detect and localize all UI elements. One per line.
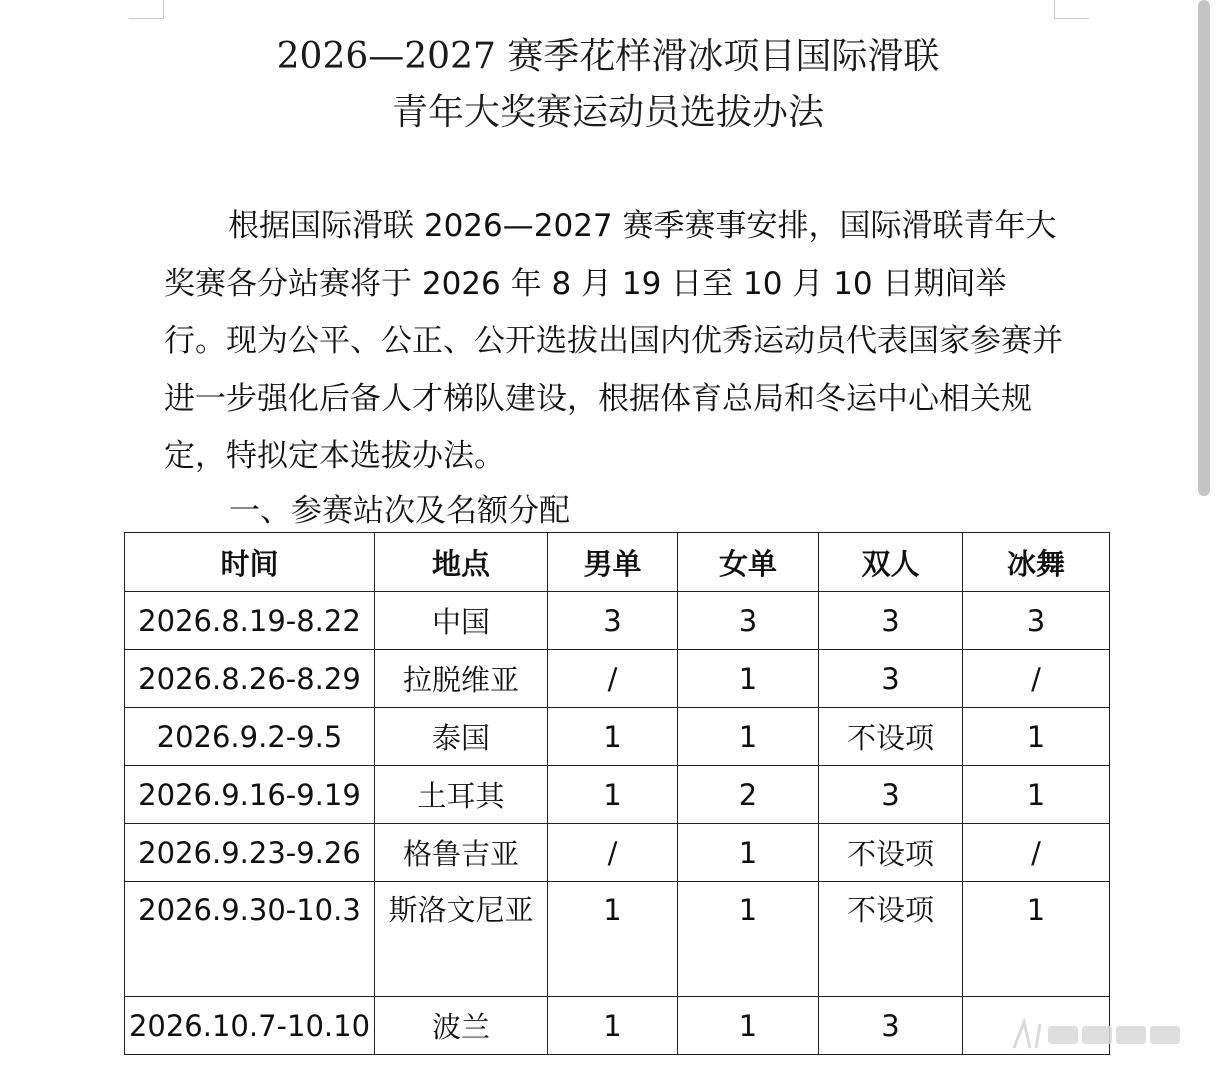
table-header-row	[125, 533, 1110, 592]
cell-location: 泰国	[375, 708, 548, 766]
cell-mens-singles: /	[548, 650, 678, 708]
table-row	[125, 997, 1110, 1055]
header-mens-singles: 男单	[548, 533, 678, 592]
table-row	[125, 882, 1110, 997]
cell-ladies-singles: 1	[678, 650, 819, 708]
cell-ice-dance: /	[963, 650, 1110, 708]
cell-location: 拉脱维亚	[375, 650, 548, 708]
cell-time: 2026.8.19-8.22	[125, 592, 375, 650]
cell-ice-dance: 1	[963, 766, 1110, 824]
watermark-logo	[1010, 1012, 1186, 1056]
cell-ice-dance: 1	[963, 882, 1110, 997]
header-location: 地点	[375, 533, 548, 592]
cell-time: 2026.9.2-9.5	[125, 708, 375, 766]
table-row	[125, 708, 1110, 766]
table-row	[125, 650, 1110, 708]
cell-mens-singles: 1	[548, 766, 678, 824]
cell-pairs: 不设项	[819, 708, 963, 766]
cell-mens-singles: 1	[548, 997, 678, 1055]
page-corner-marker-left	[129, 0, 164, 19]
cell-location: 中国	[375, 592, 548, 650]
cell-pairs: 不设项	[819, 824, 963, 882]
cell-mens-singles: /	[548, 824, 678, 882]
cell-time: 2026.9.16-9.19	[125, 766, 375, 824]
cell-mens-singles: 1	[548, 708, 678, 766]
cell-pairs: 3	[819, 997, 963, 1055]
table-row	[125, 766, 1110, 824]
cell-ice-dance: 1	[963, 708, 1110, 766]
schedule-table	[124, 532, 1110, 1055]
cell-time: 2026.9.23-9.26	[125, 824, 375, 882]
page-corner-marker-right	[1054, 0, 1089, 19]
header-ladies-singles: 女单	[678, 533, 819, 592]
section-heading: 一、参赛站次及名额分配	[229, 493, 570, 529]
cell-location: 斯洛文尼亚	[375, 882, 548, 997]
header-pairs: 双人	[819, 533, 963, 592]
cell-ladies-singles: 1	[678, 997, 819, 1055]
cell-ladies-singles: 1	[678, 708, 819, 766]
document-title-line-2: 青年大奖赛运动员选拔办法	[391, 92, 824, 133]
cell-pairs: 3	[819, 650, 963, 708]
cell-time: 2026.10.7-10.10	[125, 997, 375, 1055]
cell-location: 格鲁吉亚	[375, 824, 548, 882]
intro-paragraph: 根据国际滑联 2026—2027 赛季赛事安排，国际滑联青年大奖赛各分站赛将于 2026 年 8 月 19 日至 10 月 10 日期间举行。现为公平、公正、公开选拔出国内优秀运动员代表国家参赛并进一步强化后备人才梯队建设，根据体育总局和冬运中心相关规定，特拟定本选拔办法。	[164, 208, 1063, 474]
cell-pairs: 不设项	[819, 882, 963, 997]
header-time: 时间	[125, 533, 375, 592]
cell-pairs: 3	[819, 592, 963, 650]
header-ice-dance: 冰舞	[963, 533, 1110, 592]
cell-time: 2026.9.30-10.3	[125, 882, 375, 997]
cell-time: 2026.8.26-8.29	[125, 650, 375, 708]
cell-mens-singles: 3	[548, 592, 678, 650]
scrollbar-thumb[interactable]	[1198, 0, 1210, 496]
cell-ladies-singles: 3	[678, 592, 819, 650]
cell-ice-dance: /	[963, 824, 1110, 882]
table-row	[125, 592, 1110, 650]
cell-ladies-singles: 1	[678, 824, 819, 882]
cell-location: 土耳其	[375, 766, 548, 824]
cell-location: 波兰	[375, 997, 548, 1055]
cell-ladies-singles: 1	[678, 882, 819, 997]
cell-ice-dance: 3	[963, 592, 1110, 650]
vertical-scrollbar[interactable]	[1198, 0, 1210, 1065]
document-title-line-1: 2026—2027 赛季花样滑冰项目国际滑联	[276, 36, 940, 77]
cell-mens-singles: 1	[548, 882, 678, 997]
cell-pairs: 3	[819, 766, 963, 824]
table-row	[125, 824, 1110, 882]
cell-ladies-singles: 2	[678, 766, 819, 824]
